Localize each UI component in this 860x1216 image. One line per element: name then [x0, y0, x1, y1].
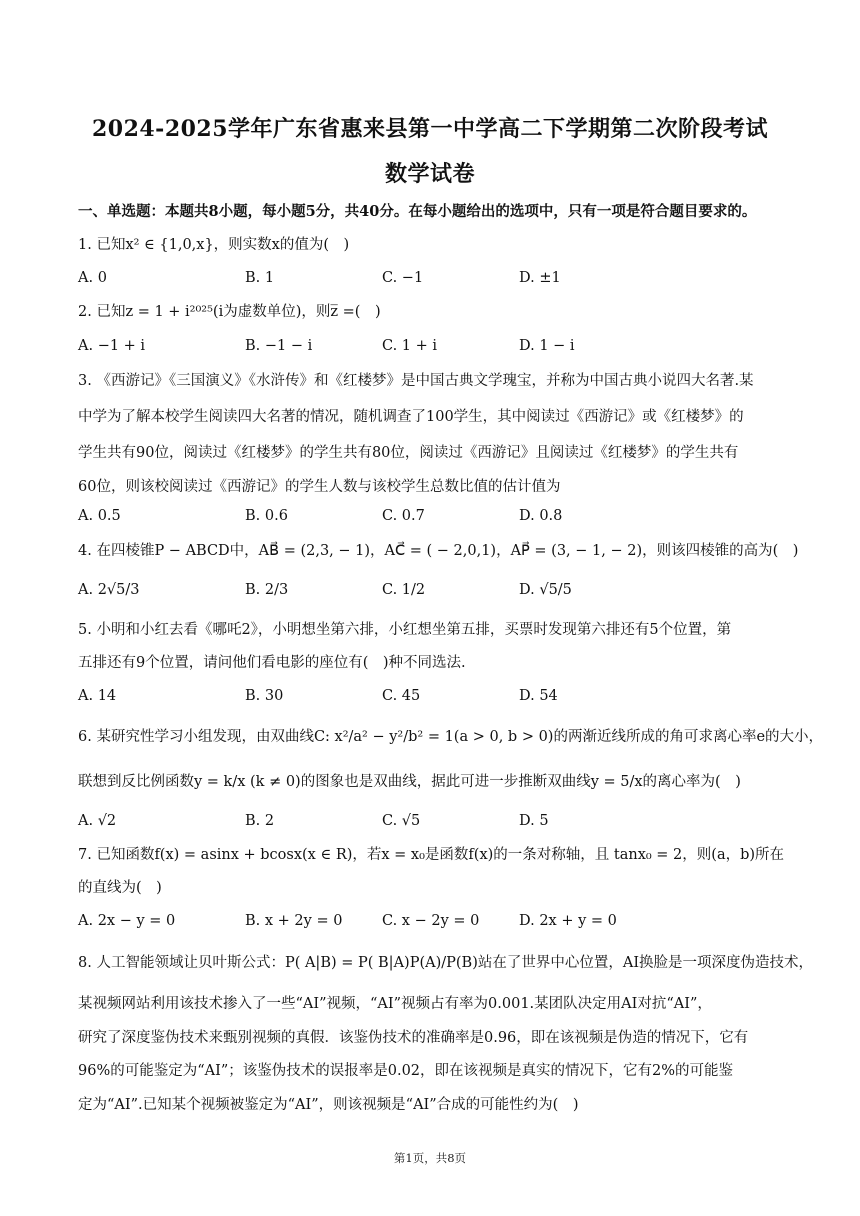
question-8-line-5: 定为“AI”.已知某个视频被鉴定为“AI”，则该视频是“AI”合成的可能性约为( ): [78, 1097, 579, 1113]
option-c: C. 1 + i: [382, 338, 438, 354]
option-d: D. 5: [519, 813, 549, 829]
option-c: C. √5: [382, 813, 421, 829]
question-5-line-2: 五排还有9个位置，请问他们看电影的座位有( )种不同选法.: [78, 655, 466, 671]
exam-subtitle: 数学试卷: [384, 161, 475, 187]
page-footer: 第1页，共8页: [393, 1151, 467, 1165]
option-c: C. 1/2: [382, 582, 426, 598]
question-8-line-1: 8. 人工智能领域让贝叶斯公式：P( A|B) = P( B|A)P(A)/P(B)站在了世界中心位置，AI换脸是一项深度伪造技术，: [78, 955, 814, 971]
option-c: C. x − 2y = 0: [382, 913, 480, 929]
option-d: D. √5/5: [519, 582, 572, 598]
option-a: A. 2√5/3: [78, 582, 140, 598]
option-b: B. −1 − i: [245, 338, 313, 354]
section-header: 一、单选题：本题共8小题，每小题5分，共40分。在每小题给出的选项中，只有一项是符合题目要求的。: [78, 203, 757, 220]
option-a: A. 0: [78, 270, 107, 286]
question-8-line-2: 某视频网站利用该技术掺入了一些“AI”视频，“AI”视频占有率为0.001.某团队决定用AI对抗“AI”，: [78, 996, 712, 1012]
option-a: A. √2: [78, 813, 117, 829]
option-a: A. −1 + i: [78, 338, 146, 354]
question-3-line-1: 3. 《西游记》《三国演义》《水浒传》和《红楼梦》是中国古典文学瑰宝，并称为中国古典小说四大名著.某: [78, 373, 754, 389]
option-d: D. 2x + y = 0: [519, 913, 617, 929]
question-7-line-2: 的直线为( ): [78, 880, 162, 896]
option-d: D. 1 − i: [519, 338, 575, 354]
question-4-line-1: 4. 在四棱锥P − ABCD中，AB⃗ = (2,3, − 1)，AC⃗ = ( − 2,0,1)，AP⃗ = (3, − 1, − 2)，则该四棱锥的高为( ): [78, 543, 799, 559]
option-b: B. x + 2y = 0: [245, 913, 343, 929]
question-1-line-1: 1. 已知x² ∈ {1,0,x}，则实数x的值为( ): [78, 237, 350, 253]
question-6-options: [78, 813, 788, 831]
option-a: A. 2x − y = 0: [78, 913, 176, 929]
option-b: B. 1: [245, 270, 275, 286]
question-3-options: [78, 508, 788, 526]
option-b: B. 0.6: [245, 508, 288, 524]
option-b: B. 2: [245, 813, 275, 829]
option-a: A. 0.5: [78, 508, 121, 524]
question-2-line-1: 2. 已知z = 1 + i²⁰²⁵(i为虚数单位)，则z̅ =( ): [78, 304, 381, 320]
question-4-options: [78, 582, 788, 600]
question-6-line-1: 6. 某研究性学习小组发现，由双曲线C: x²/a² − y²/b² = 1(a > 0, b > 0)的两渐近线所成的角可求离心率e的大小，: [78, 729, 824, 745]
question-1-options: [78, 270, 788, 288]
question-3-line-4: 60位，则该校阅读过《西游记》的学生人数与该校学生总数比值的估计值为: [78, 479, 561, 495]
option-c: C. −1: [382, 270, 424, 286]
question-7-options: [78, 913, 788, 931]
option-b: B. 2/3: [245, 582, 289, 598]
option-a: A. 14: [78, 688, 117, 704]
option-d: D. ±1: [519, 270, 561, 286]
option-c: C. 45: [382, 688, 421, 704]
option-d: D. 0.8: [519, 508, 563, 524]
question-3-line-2: 中学为了解本校学生阅读四大名著的情况，随机调查了100学生，其中阅读过《西游记》或《红楼梦》的: [78, 409, 744, 425]
option-c: C. 0.7: [382, 508, 425, 524]
question-8-line-4: 96%的可能鉴定为“AI”；该鉴伪技术的误报率是0.02，即在该视频是真实的情况下，它有2%的可能鉴: [78, 1063, 734, 1079]
option-d: D. 54: [519, 688, 558, 704]
question-6-line-2: 联想到反比例函数y = k/x (k ≠ 0)的图象也是双曲线，据此可进一步推断双曲线y = 5/x的离心率为( ): [78, 774, 741, 790]
question-8-line-3: 研究了深度鉴伪技术来甄别视频的真假．该鉴伪技术的准确率是0.96，即在该视频是伪造的情况下，它有: [78, 1030, 749, 1046]
option-b: B. 30: [245, 688, 284, 704]
question-5-line-1: 5. 小明和小红去看《哪吒2》，小明想坐第六排，小红想坐第五排，买票时发现第六排还有5个位置，第: [78, 622, 732, 638]
question-2-options: [78, 338, 788, 356]
question-5-options: [78, 688, 788, 706]
question-7-line-1: 7. 已知函数f(x) = asinx + bcosx(x ∈ R)，若x = x₀是函数f(x)的一条对称轴，且 tanx₀ = 2，则(a，b)所在: [78, 847, 785, 863]
exam-title: 2024-2025学年广东省惠来县第一中学高二下学期第二次阶段考试: [91, 116, 769, 142]
question-3-line-3: 学生共有90位，阅读过《红楼梦》的学生共有80位，阅读过《西游记》且阅读过《红楼梦》的学生共有: [78, 445, 739, 461]
